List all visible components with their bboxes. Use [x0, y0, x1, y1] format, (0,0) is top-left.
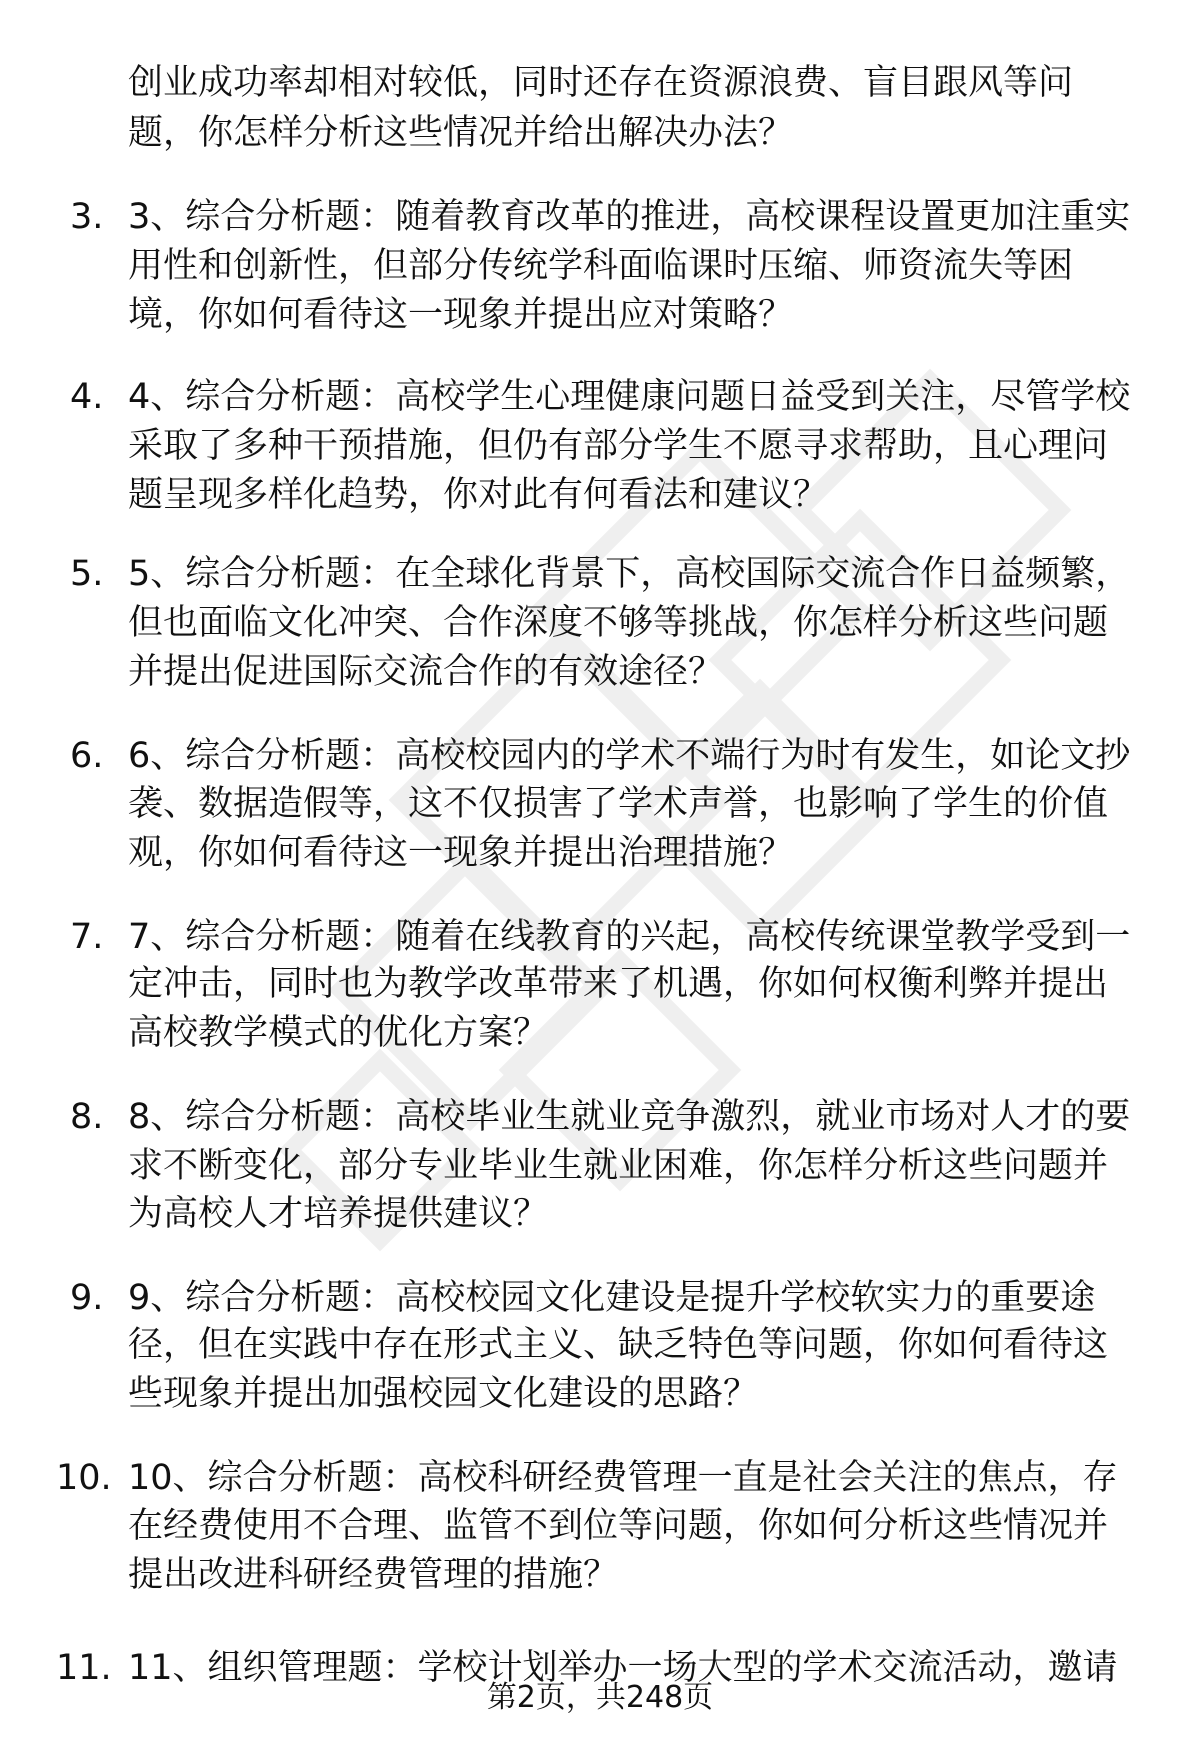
item-line: 在经费使用不合理、监管不到位等问题，你如何分析这些情况并 — [128, 1506, 1109, 1546]
item-number: 6. — [70, 736, 104, 776]
item-number: 7. — [70, 917, 104, 957]
item-line: 高校教学模式的优化方案？ — [128, 1013, 549, 1053]
item-line: 11、组织管理题：学校计划举办一场大型的学术交流活动，邀请 — [128, 1648, 1118, 1688]
item-line: 5、综合分析题：在全球化背景下，高校国际交流合作日益频繁， — [128, 554, 1131, 594]
item-line: 用性和创新性，但部分传统学科面临课时压缩、师资流失等困 — [128, 246, 1074, 286]
item-line: 观，你如何看待这一现象并提出治理措施？ — [128, 833, 794, 873]
item-line: 7、综合分析题：随着在线教育的兴起，高校传统课堂教学受到一 — [128, 917, 1131, 957]
item-line: 提出改进科研经费管理的措施？ — [128, 1555, 619, 1595]
item-line: 袭、数据造假等，这不仅损害了学术声誉，也影响了学生的价值 — [128, 784, 1109, 824]
item-line: 境，你如何看待这一现象并提出应对策略？ — [128, 295, 794, 335]
item-number: 3. — [70, 197, 104, 237]
item-line: 并提出促进国际交流合作的有效途径？ — [128, 652, 724, 692]
item-number: 8. — [70, 1097, 104, 1137]
item-line: 定冲击，同时也为教学改革带来了机遇，你如何权衡利弊并提出 — [128, 964, 1109, 1004]
item-line: 9、综合分析题：高校校园文化建设是提升学校软实力的重要途 — [128, 1278, 1096, 1318]
item-line: 求不断变化，部分专业毕业生就业困难，你怎样分析这些问题并 — [128, 1146, 1109, 1186]
item-line: 题呈现多样化趋势，你对此有何看法和建议？ — [128, 475, 829, 515]
continuation-line: 题，你怎样分析这些情况并给出解决办法？ — [128, 113, 794, 153]
item-line: 采取了多种干预措施，但仍有部分学生不愿寻求帮助，且心理问 — [128, 426, 1109, 466]
item-number: 5. — [70, 554, 104, 594]
item-line: 10、综合分析题：高校科研经费管理一直是社会关注的焦点，存 — [128, 1458, 1118, 1498]
item-line: 6、综合分析题：高校校园内的学术不端行为时有发生，如论文抄 — [128, 736, 1131, 776]
item-line: 些现象并提出加强校园文化建设的思路？ — [128, 1374, 759, 1414]
item-line: 4、综合分析题：高校学生心理健康问题日益受到关注，尽管学校 — [128, 377, 1131, 417]
item-line: 但也面临文化冲突、合作深度不够等挑战，你怎样分析这些问题 — [128, 603, 1109, 643]
page-indicator: 第2页，共248页 — [486, 1680, 714, 1715]
continuation-line: 创业成功率却相对较低，同时还存在资源浪费、盲目跟风等问 — [128, 63, 1074, 103]
item-number: 4. — [70, 377, 104, 417]
item-line: 径，但在实践中存在形式主义、缺乏特色等问题，你如何看待这 — [128, 1325, 1109, 1365]
item-number: 10. — [56, 1458, 112, 1498]
item-line: 3、综合分析题：随着教育改革的推进，高校课程设置更加注重实 — [128, 197, 1131, 237]
item-line: 为高校人才培养提供建议？ — [128, 1194, 549, 1234]
item-number: 9. — [70, 1278, 104, 1318]
item-line: 8、综合分析题：高校毕业生就业竞争激烈，就业市场对人才的要 — [128, 1097, 1131, 1137]
item-number: 11. — [56, 1648, 112, 1688]
